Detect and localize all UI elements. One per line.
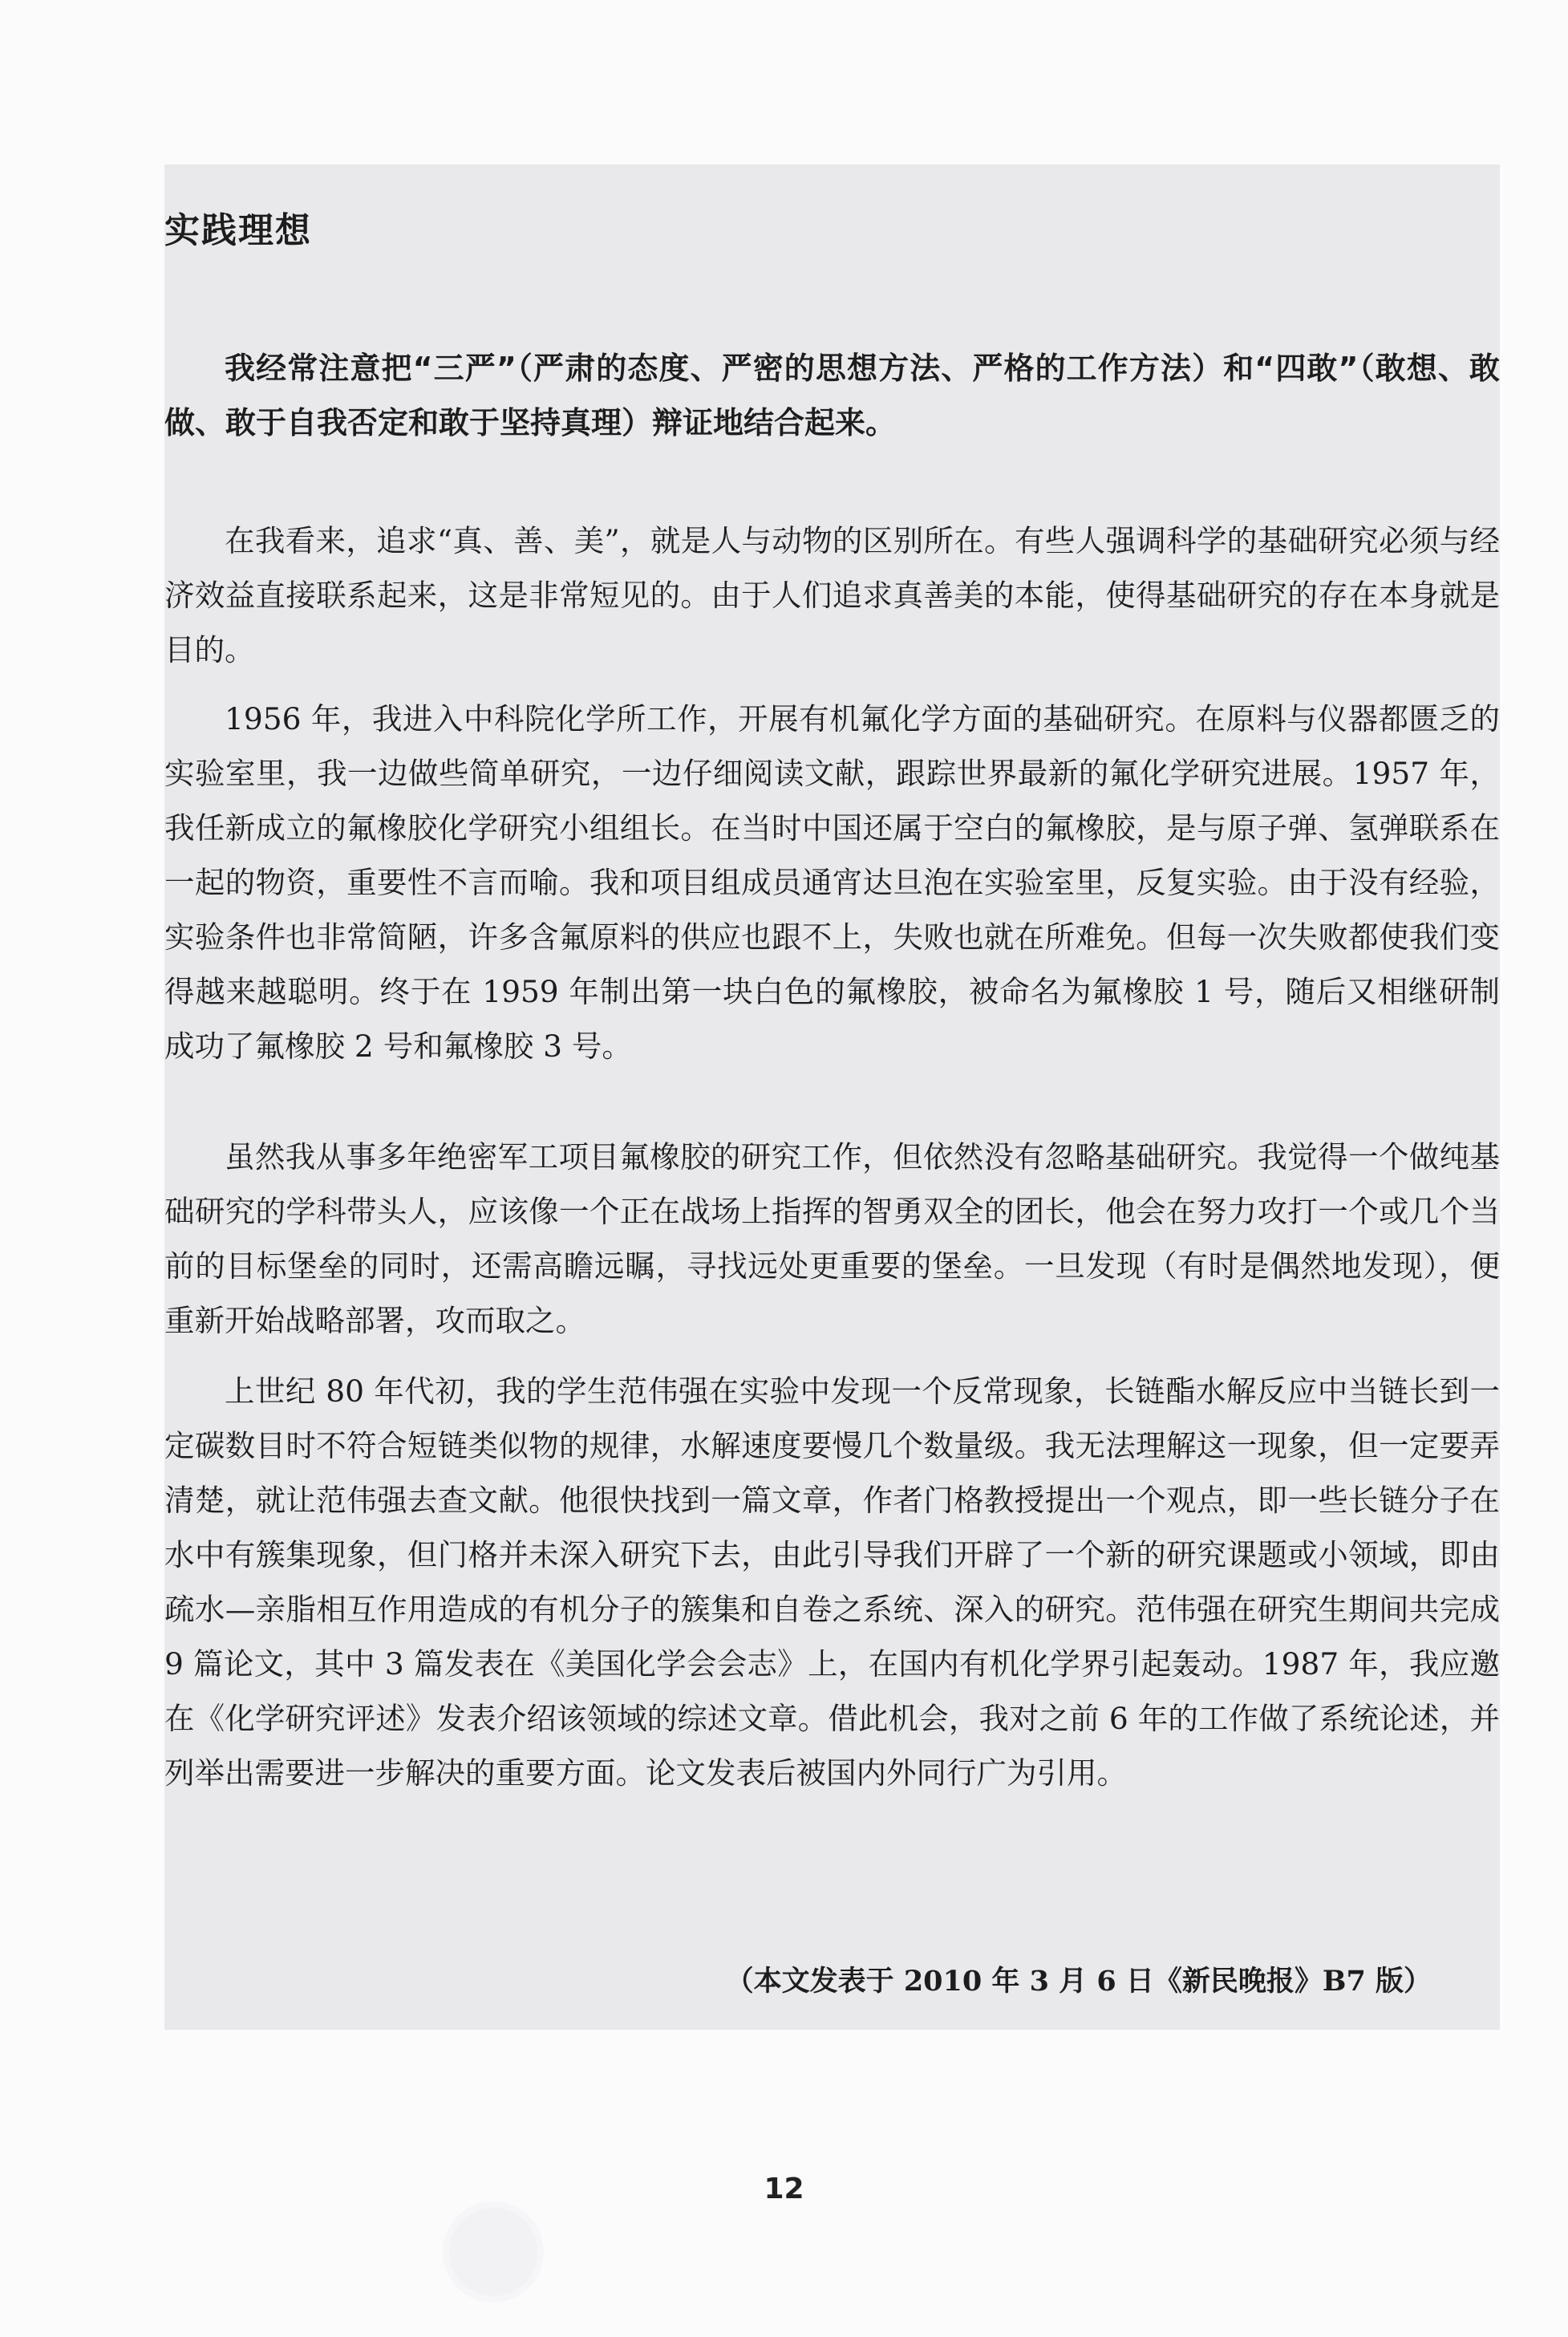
body-paragraph-1: 在我看来，追求“真、善、美”，就是人与动物的区别所在。有些人强调科学的基础研究必须与经济效益直接联系起来，这是非常短见的。由于人们追求真善美的本能，使得基础研究的存在本身就是目的。: [164, 523, 1500, 667]
body-paragraph-3: 虽然我从事多年绝密军工项目氟橡胶的研究工作，但依然没有忽略基础研究。我觉得一个做纯基础研究的学科带头人，应该像一个正在战场上指挥的智勇双全的团长，他会在努力攻打一个或几个当前的目标堡垒的同时，还需高瞻远瞩，寻找远处更重要的堡垒。一旦发现（有时是偶然地发现），便重新开始战略部署，攻而取之。: [164, 1139, 1500, 1338]
section-heading: 实践理想: [164, 210, 312, 251]
body-paragraph-4: 上世纪 80 年代初，我的学生范伟强在实验中发现一个反常现象，长链酯水解反应中当链长到一定碳数目时不符合短链类似物的规律，水解速度要慢几个数量级。我无法理解这一现象，但一定要弄清楚，就让范伟强去查文献。他很快找到一篇文章，作者门格教授提出一个观点，即一些长链分子在水中有簇集现象，但门格并未深入研究下去，由此引导我们开辟了一个新的研究课题或小领域，即由疏水—亲脂相互作用造成的有机分子的簇集和自卷之系统、深入的研究。范伟强在研究生期间共完成 9 篇论文，其中 3 篇发表在《美国化学会会志》上，在国内有机化学界引起轰动。1987 年，我应邀在《化学研究评述》发表介绍该领域的综述文章。借此机会，我对之前 6 年的工作做了系统论述，并列举出需要进一步解决的重要方面。论文发表后被国内外同行广为引用。: [164, 1373, 1500, 1791]
watermark-logo: [449, 2208, 537, 2296]
source-citation: （本文发表于 2010 年 3 月 6 日《新民晚报》B7 版）: [725, 1965, 1432, 1998]
page-number: 12: [764, 2173, 804, 2205]
body-paragraph-2: 1956 年，我进入中科院化学所工作，开展有机氟化学方面的基础研究。在原料与仪器都匮乏的实验室里，我一边做些简单研究，一边仔细阅读文献，跟踪世界最新的氟化学研究进展。1957 年，我任新成立的氟橡胶化学研究小组组长。在当时中国还属于空白的氟橡胶，是与原子弹、氢弹联系在一起的物资，重要性不言而喻。我和项目组成员通宵达旦泡在实验室里，反复实验。由于没有经验，实验条件也非常简陋，许多含氟原料的供应也跟不上，失败也就在所难免。但每一次失败都使我们变得越来越聪明。终于在 1959 年制出第一块白色的氟橡胶，被命名为氟橡胶 1 号，随后又相继研制成功了氟橡胶 2 号和氟橡胶 3 号。: [164, 701, 1500, 1064]
intro-paragraph: 我经常注意把“三严”（严肃的态度、严密的思想方法、严格的工作方法）和“四敢”（敢想、敢做、敢于自我否定和敢于坚持真理）辩证地结合起来。: [164, 351, 1500, 440]
